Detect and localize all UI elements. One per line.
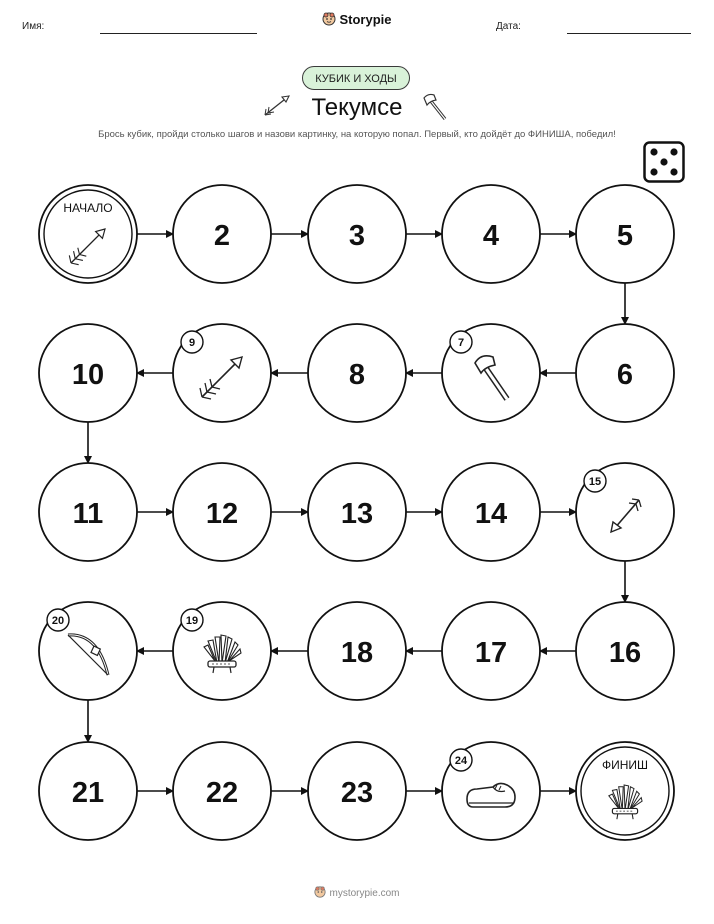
board-cell-7	[442, 324, 540, 422]
cell-circle	[39, 185, 137, 283]
cell-number: 13	[340, 498, 374, 530]
brand-name: Storypie	[339, 12, 392, 27]
cell-badge-number: 15	[588, 476, 602, 488]
cell-number: 2	[213, 220, 231, 252]
cell-number: 3	[348, 220, 366, 252]
cell-number: 16	[608, 637, 642, 669]
instructions: Брось кубик, пройди столько шагов и назови картинку, на которую попал. Первый, кто дойдёт до ФИНИША, победил!	[98, 129, 616, 140]
cell-number: 22	[205, 777, 239, 809]
cell-number: 8	[348, 359, 366, 391]
board-cell-1	[39, 185, 137, 283]
date-label: Дата:	[496, 21, 521, 32]
footer-url: mystorypie.com	[329, 888, 400, 900]
footer	[0, 886, 714, 901]
cell-number: 21	[71, 777, 105, 809]
board-cell-22	[173, 742, 271, 840]
cell-number: 5	[616, 220, 634, 252]
cell-number: 4	[482, 220, 500, 252]
cell-badge-number: 20	[51, 615, 65, 627]
cell-badge-number: 19	[185, 615, 199, 627]
board-cell-4	[442, 185, 540, 283]
board-cell-14	[442, 463, 540, 561]
name-label: Имя:	[22, 21, 45, 32]
board-cell-23	[308, 742, 406, 840]
cell-number: 12	[205, 498, 239, 530]
board-cell-5	[576, 185, 674, 283]
page-title: Текумсе	[311, 94, 403, 121]
cell-number: 23	[340, 777, 374, 809]
storypie-logo-icon	[314, 886, 326, 901]
cell-badge-number: 7	[457, 337, 465, 349]
board-cell-6	[576, 324, 674, 422]
cell-number: 11	[72, 498, 104, 530]
board-cell-3	[308, 185, 406, 283]
board-cell-9	[173, 324, 271, 422]
cell-number: 17	[474, 637, 508, 669]
cell-badge-number: 9	[188, 337, 196, 349]
cell-number: 14	[474, 498, 508, 530]
board-cell-13	[308, 463, 406, 561]
board-cell-10	[39, 324, 137, 422]
board-cell-8	[308, 324, 406, 422]
board-cell-24	[442, 742, 540, 840]
start-label: НАЧАЛО	[63, 201, 113, 215]
board-cell-18	[308, 602, 406, 700]
finish-label: ФИНИШ	[601, 758, 649, 772]
cell-number: 18	[340, 637, 374, 669]
board-cell-2	[173, 185, 271, 283]
board-cell-15	[576, 463, 674, 561]
cell-badge-number: 24	[454, 755, 468, 767]
board-cell-25	[576, 742, 674, 840]
board-cell-21	[39, 742, 137, 840]
game-type-badge: КУБИК И ХОДЫ	[302, 66, 410, 90]
board-cells	[39, 185, 674, 840]
board-cell-17	[442, 602, 540, 700]
board-cell-20	[39, 602, 137, 700]
board-cell-19	[173, 602, 271, 700]
board-cell-16	[576, 602, 674, 700]
cell-number: 10	[71, 359, 105, 391]
board-cell-12	[173, 463, 271, 561]
board-cell-11	[39, 463, 137, 561]
cell-number: 6	[616, 359, 634, 391]
